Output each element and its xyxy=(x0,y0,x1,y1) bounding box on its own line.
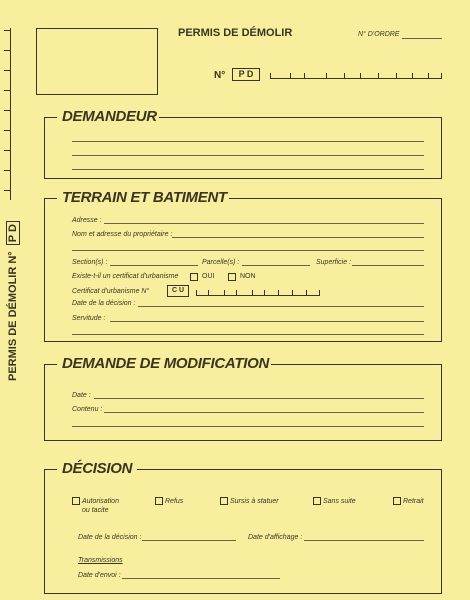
servitude-field-2[interactable] xyxy=(72,334,424,335)
ruler-tick xyxy=(4,30,10,31)
non-label: NON xyxy=(240,273,256,280)
vertical-title: PERMIS DE DÉMOLIR N° P D xyxy=(7,231,19,381)
demandeur-line[interactable] xyxy=(72,141,424,142)
modification-date-field[interactable] xyxy=(94,398,424,399)
date-decision-field[interactable] xyxy=(138,306,424,307)
ruler-tick xyxy=(4,190,10,191)
servitude-label: Servitude : xyxy=(72,315,106,322)
adresse-field[interactable] xyxy=(104,223,424,224)
date-decision-label: Date de la décision : xyxy=(72,300,136,307)
demandeur-line[interactable] xyxy=(72,155,424,156)
retrait-label: Retrait xyxy=(403,498,424,505)
ruler-tick xyxy=(4,70,10,71)
ruler-tick xyxy=(4,130,10,131)
modification-date-label: Date : xyxy=(72,392,91,399)
superficie-label: Superficie : xyxy=(316,259,352,266)
certificat-number-label: Certificat d'urbanisme N° xyxy=(72,288,150,295)
autorisation-label: Autorisation xyxy=(82,498,119,505)
sections-field[interactable] xyxy=(110,265,198,266)
modification-section xyxy=(44,364,442,441)
refus-checkbox[interactable] xyxy=(155,497,163,505)
demandeur-line[interactable] xyxy=(72,169,424,170)
envoi-date-field[interactable] xyxy=(122,578,280,579)
superficie-field[interactable] xyxy=(352,265,424,266)
oui-checkbox[interactable] xyxy=(190,273,198,281)
decision-date-field[interactable] xyxy=(142,540,236,541)
certificat-question: Existe-t-il un certificat d'urbanisme xyxy=(72,273,179,280)
page-title: PERMIS DE DÉMOLIR xyxy=(178,27,293,39)
autorisation-sublabel: ou tacite xyxy=(82,507,109,514)
order-field[interactable] xyxy=(402,38,442,39)
envoi-date-label: Date d'envoi : xyxy=(78,572,121,579)
retrait-checkbox[interactable] xyxy=(393,497,401,505)
parcelles-label: Parcelle(s) : xyxy=(202,259,240,266)
stamp-box xyxy=(36,28,158,95)
ruler-tick xyxy=(4,90,10,91)
sans-suite-checkbox[interactable] xyxy=(313,497,321,505)
refus-label: Refus xyxy=(165,498,184,505)
cu-prefix-box: C U xyxy=(167,285,189,297)
order-label: N° D'ORDRE xyxy=(358,31,400,38)
proprietaire-field-2[interactable] xyxy=(72,250,424,251)
adresse-label: Adresse : xyxy=(72,217,102,224)
decision-heading: DÉCISION xyxy=(62,460,133,477)
certificat-number-field[interactable] xyxy=(196,287,320,296)
sursis-label: Sursis à statuer xyxy=(230,498,279,505)
servitude-field[interactable] xyxy=(110,321,424,322)
non-checkbox[interactable] xyxy=(228,273,236,281)
number-label: N° xyxy=(214,70,226,81)
contenu-label: Contenu : xyxy=(72,406,103,413)
autorisation-checkbox[interactable] xyxy=(72,497,80,505)
affichage-date-label: Date d'affichage : xyxy=(248,534,303,541)
sections-label: Section(s) : xyxy=(72,259,108,266)
proprietaire-label: Nom et adresse du propriétaire : xyxy=(72,231,173,238)
oui-label: OUI xyxy=(202,273,215,280)
vertical-prefix-box: P D xyxy=(6,221,20,245)
decision-date-label: Date de la décision : xyxy=(78,534,142,541)
contenu-field[interactable] xyxy=(104,412,424,413)
ruler-tick xyxy=(4,50,10,51)
left-ruler xyxy=(10,28,11,200)
terrain-heading: TERRAIN ET BATIMENT xyxy=(62,189,227,206)
proprietaire-field[interactable] xyxy=(172,237,424,238)
transmissions-label: Transmissions xyxy=(78,557,123,564)
permit-number-field[interactable] xyxy=(270,70,442,79)
pd-prefix-box: P D xyxy=(232,68,260,81)
ruler-tick xyxy=(4,170,10,171)
contenu-field-2[interactable] xyxy=(72,426,424,427)
ruler-tick xyxy=(4,150,10,151)
demandeur-heading: DEMANDEUR xyxy=(62,108,157,125)
modification-heading: DEMANDE DE MODIFICATION xyxy=(62,355,269,372)
ruler-tick xyxy=(4,110,10,111)
sans-suite-label: Sans suite xyxy=(323,498,356,505)
parcelles-field[interactable] xyxy=(242,265,310,266)
sursis-checkbox[interactable] xyxy=(220,497,228,505)
affichage-date-field[interactable] xyxy=(304,540,424,541)
